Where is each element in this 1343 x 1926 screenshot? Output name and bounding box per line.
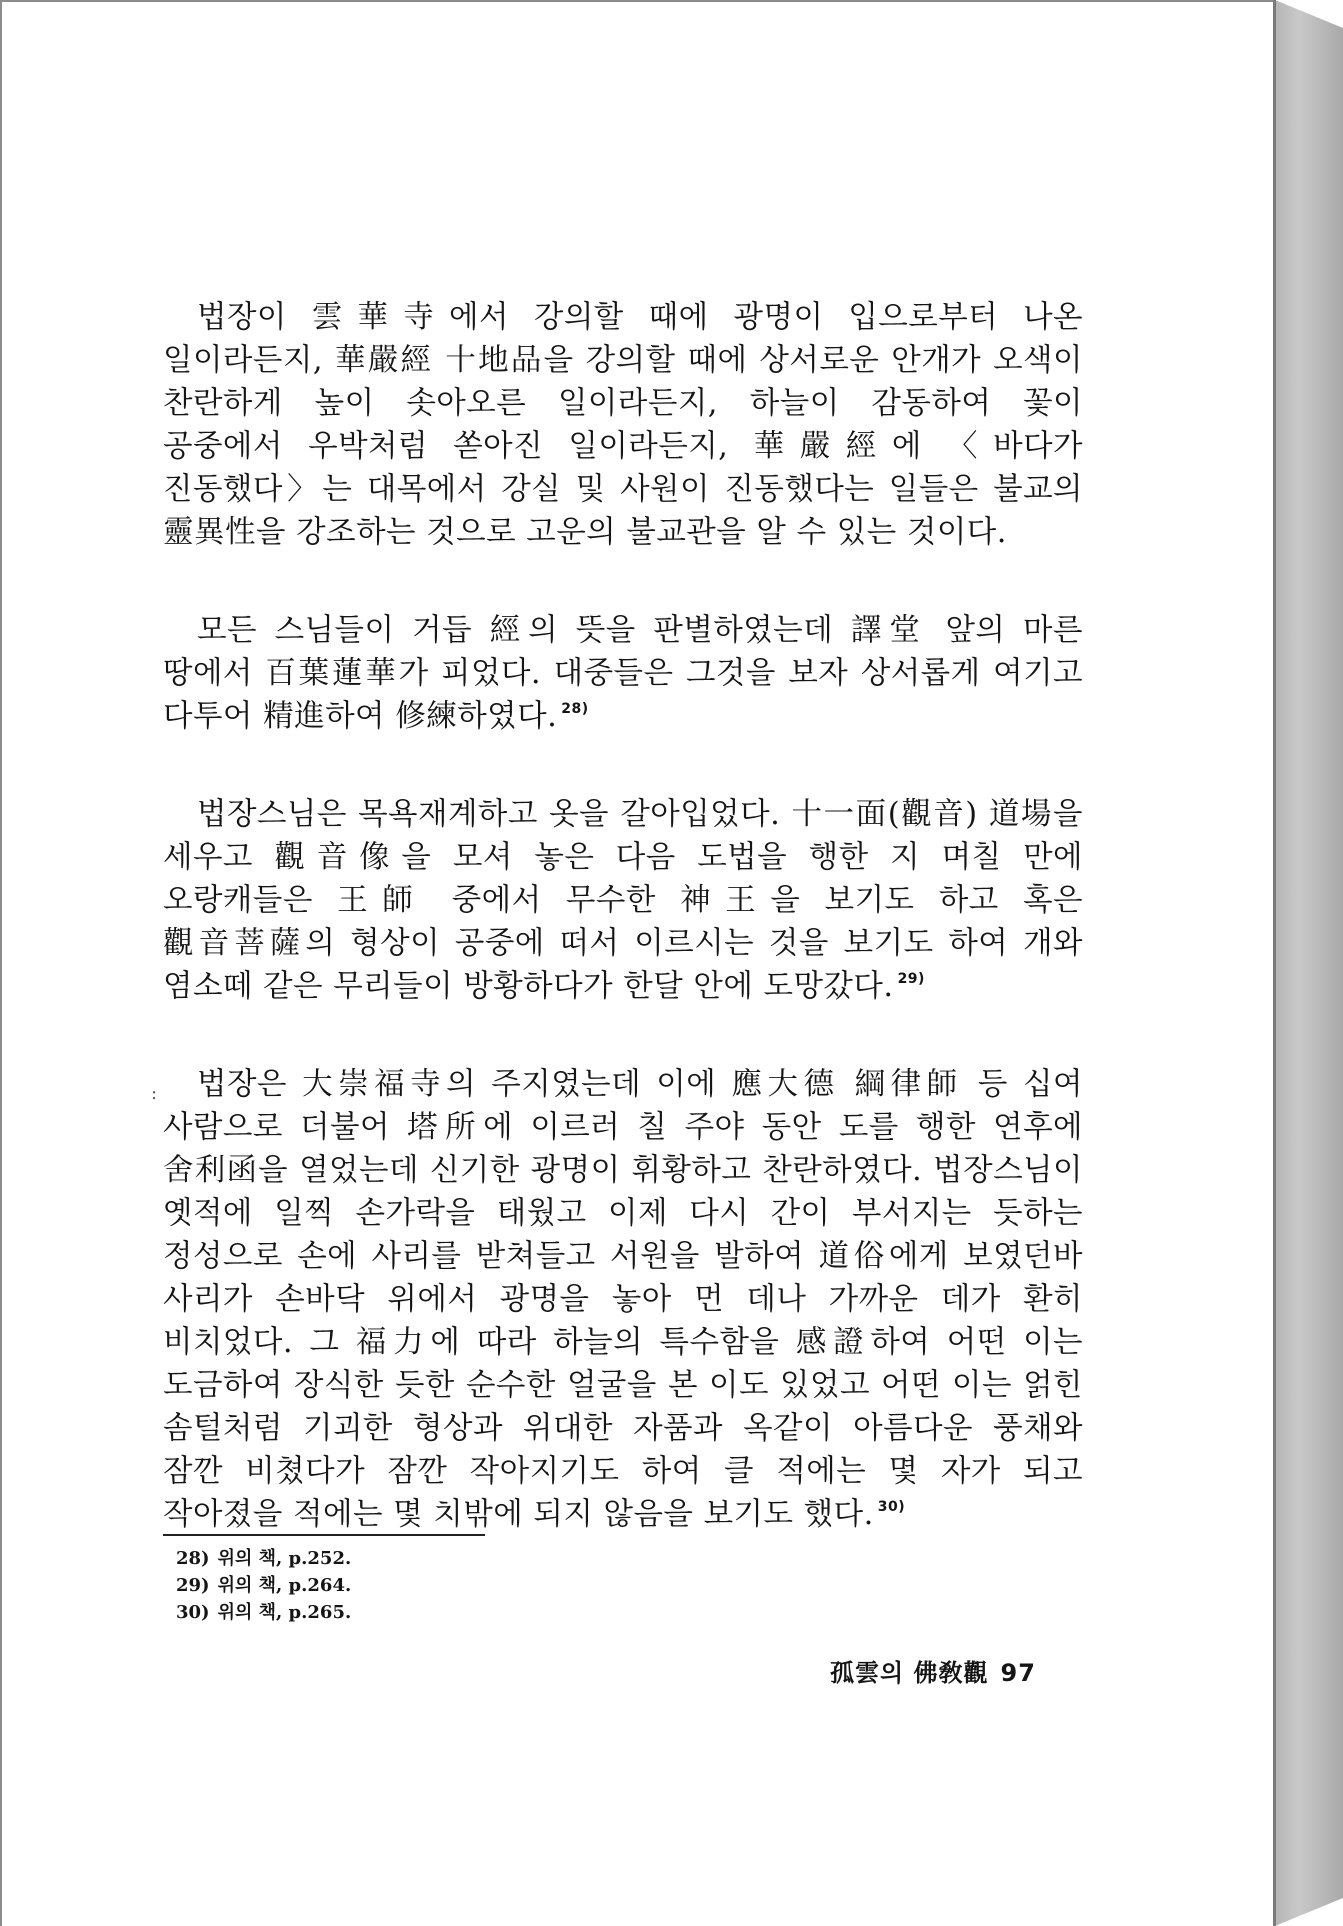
footnote-text: 위의 책, p.264. xyxy=(217,1575,352,1596)
footnote-29 xyxy=(176,1572,359,1599)
paragraph-1-text: 법장이 雲華寺에서 강의할 때에 광명이 입으로부터 나온 일이라든지, 華嚴經 十地品을 강의할 때에 상서로운 안개가 오색이 찬란하게 높이 솟아오른 일이라든지, 하늘이 감동하여 꽃이 공중에서 우박처럼 쏟아진 일이라든지, 華嚴經에 〈바다가 진동했다〉는 대목에서 강실 및 사원이 진동했다는 일들은 불교의 靈異性을 강조하는 것으로 고운의 불교관을 알 수 있는 것이다. xyxy=(163,300,1083,550)
paragraph-3-text: 법장스님은 목욕재계하고 옷을 갈아입었다. 十一面(觀音) 道場을 세우고 觀音像을 모셔 놓은 다음 도법을 행한 지 며칠 만에 오랑캐들은 王師 중에서 무수한 神王을 보기도 하고 혹은 觀音菩薩의 형상이 공중에 떠서 이르시는 것을 보기도 하여 개와 염소떼 같은 무리들이 방황하다가 한달 안에 도망갔다. xyxy=(163,797,1083,1004)
page-edge-left xyxy=(0,0,2,1926)
footnote-ref-28: 28) xyxy=(561,701,589,717)
footnote-30 xyxy=(176,1599,359,1626)
footnote-28 xyxy=(176,1545,359,1572)
footnotes xyxy=(176,1545,359,1626)
page-number: 97 xyxy=(1000,1659,1036,1687)
running-footer xyxy=(830,1653,1036,1688)
footnote-ref-30: 30) xyxy=(877,1499,906,1515)
footer-title: 孤雲의 佛敎觀 xyxy=(830,1659,989,1687)
footnote-number: 29) xyxy=(176,1575,210,1596)
quote-paragraph-3 xyxy=(163,793,1083,1008)
footnote-number: 28) xyxy=(176,1548,210,1569)
margin-mark: : xyxy=(151,1083,158,1104)
main-text xyxy=(163,296,1083,1536)
paragraph-2-text: 모든 스님들이 거듭 經의 뜻을 판별하였는데 譯堂 앞의 마른 땅에서 百葉蓮華가 피었다. 대중들은 그것을 보자 상서롭게 여기고 다투어 精進하여 修練하였다. xyxy=(163,613,1083,734)
paragraph-1 xyxy=(163,296,1083,554)
footnote-ref-29: 29) xyxy=(897,971,925,987)
footnote-number: 30) xyxy=(176,1602,210,1623)
footnote-text: 위의 책, p.252. xyxy=(217,1548,352,1569)
page-edge-top xyxy=(0,0,1275,2)
footnote-rule xyxy=(163,1534,485,1536)
paragraph-4-text: 법장은 大崇福寺의 주지였는데 이에 應大德 綱律師 등 십여 사람으로 더불어 塔所에 이르러 칠 주야 동안 도를 행한 연후에 舍利函을 열었는데 신기한 광명이 휘황하고 찬란하였다. 법장스님이 옛적에 일찍 손가락을 태웠고 이제 다시 간이 부서지는 듯하는 정성으로 손에 사리를 받쳐들고 서원을 발하여 道俗에게 보였던바 사리가 손바닥 위에서 광명을 놓아 먼 데나 가까운 데가 환히 비치었다. 그 福力에 따라 하늘의 특수함을 感證하여 어떤 이는 도금하여 장식한 듯한 순수한 얼굴을 본 이도 있었고 어떤 이는 얽힌 솜털처럼 기괴한 형상과 위대한 자품과 옥같이 아름다운 풍채와 잠깐 비쳤다가 잠깐 작아지기도 하여 클 적에는 몇 자가 되고 작아졌을 적에는 몇 치밖에 되지 않음을 보기도 했다. xyxy=(163,1067,1083,1532)
quote-paragraph-4 xyxy=(163,1063,1083,1536)
footnote-text: 위의 책, p.265. xyxy=(217,1602,352,1623)
quote-paragraph-2 xyxy=(163,609,1083,738)
book-side-edge xyxy=(1275,0,1343,1926)
book-side-line xyxy=(1273,0,1276,1926)
